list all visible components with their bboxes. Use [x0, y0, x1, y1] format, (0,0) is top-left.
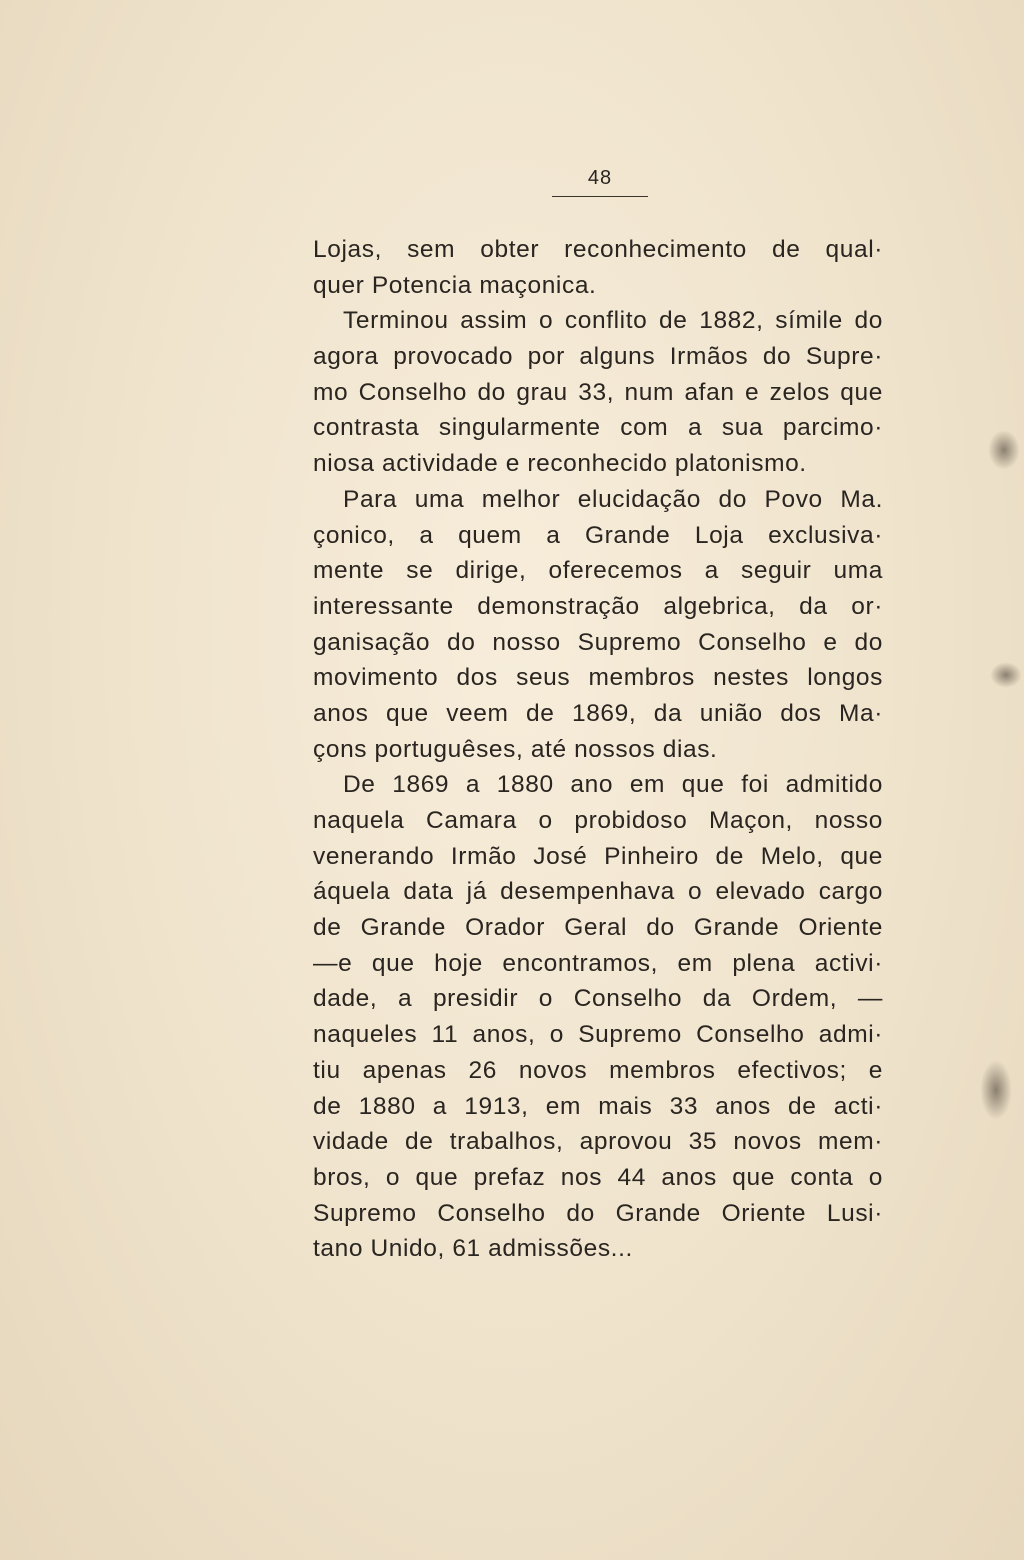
- page-number: 48: [587, 167, 613, 189]
- text-line: interessante demonstração algebrica, da or·: [313, 592, 883, 620]
- text-line: áquela data já desempenhava o elevado cargo: [313, 878, 883, 906]
- text-line: anos que veem de 1869, da união dos Ma·: [313, 699, 883, 727]
- text-line: Supremo Conselho do Grande Oriente Lusi·: [313, 1199, 883, 1227]
- text-line: çons portuguêses, até nossos dias.: [313, 735, 718, 763]
- text-line: Terminou assim o conflito de 1882, símile do: [343, 307, 883, 335]
- text-line: vidade de trabalhos, aprovou 35 novos mem·: [313, 1128, 883, 1156]
- text-line: agora provocado por alguns Irmãos do Supre·: [313, 343, 883, 371]
- text-line: ganisação do nosso Supremo Conselho e do: [313, 628, 883, 656]
- text-line: mente se dirige, oferecemos a seguir uma: [313, 557, 883, 585]
- text-line: dade, a presidir o Conselho da Ordem, —: [313, 985, 883, 1013]
- page-number-rule: [552, 196, 648, 197]
- text-line: Para uma melhor elucidação do Povo Ma.: [343, 485, 883, 513]
- text-line: Lojas, sem obter reconhecimento de qual·: [313, 236, 883, 263]
- body-text: [313, 232, 883, 1267]
- margin-mark: [980, 1060, 1012, 1120]
- text-line: bros, o que prefaz nos 44 anos que conta o: [313, 1163, 883, 1191]
- text-line: quer Potencia maçonica.: [313, 271, 597, 299]
- text-line: movimento dos seus membros nestes longos: [313, 664, 883, 692]
- text-line: niosa actividade e reconhecido platonismo.: [313, 450, 807, 478]
- text-line: mo Conselho do grau 33, num afan e zelos que: [313, 378, 883, 406]
- text-line: contrasta singularmente com a sua parcimo·: [313, 414, 883, 442]
- text-line: venerando Irmão José Pinheiro de Melo, que: [313, 842, 883, 870]
- text-line: —e que hoje encontramos, em plena activi·: [313, 949, 883, 977]
- margin-mark: [988, 430, 1020, 470]
- text-line: naquela Camara o probidoso Maçon, nosso: [313, 807, 883, 834]
- text-line: tano Unido, 61 admissões...: [313, 1235, 633, 1263]
- text-line: naqueles 11 anos, o Supremo Conselho admi·: [313, 1021, 883, 1049]
- margin-mark: [990, 662, 1022, 688]
- text-line: de 1880 a 1913, em mais 33 anos de acti·: [313, 1092, 883, 1120]
- text-line: tiu apenas 26 novos membros efectivos; e: [313, 1056, 883, 1084]
- text-line: De 1869 a 1880 ano em que foi admitido: [343, 771, 883, 799]
- text-line: de Grande Orador Geral do Grande Oriente: [313, 914, 883, 942]
- text-line: çonico, a quem a Grande Loja exclusiva·: [313, 521, 883, 549]
